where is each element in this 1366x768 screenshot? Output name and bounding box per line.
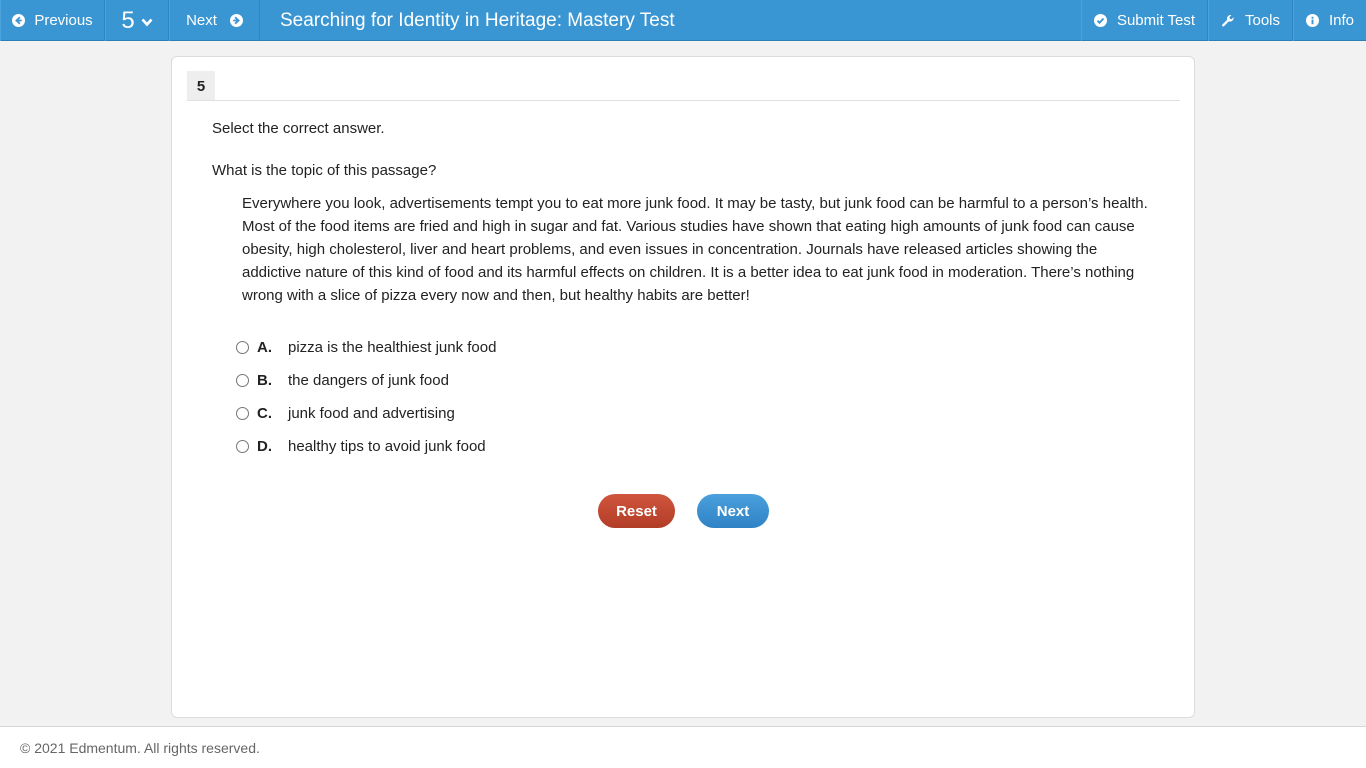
- previous-button[interactable]: [0, 0, 105, 41]
- info-label: Info: [1328, 12, 1355, 29]
- option-text: healthy tips to avoid junk food: [288, 438, 486, 455]
- instruction-text: Select the correct answer.: [212, 120, 385, 137]
- top-toolbar: [0, 0, 1366, 41]
- copyright-text: © 2021 Edmentum. All rights reserved.: [20, 739, 260, 756]
- reading-passage: Everywhere you look, advertisements tempt you to eat more junk food. It may be tasty, but junk food can be harmful to a person’s health. Most of the food items are fried and high in sugar and fat. Various studies have shown that eating high amounts of junk food can cause obesity, high cholesterol, liver and heart problems, and even issues in concentration. Journals have released articles showing the addictive nature of this kind of food and its harmful effects on children. It is a better idea to eat junk food in moderation. There’s nothing wrong with a slice of pizza every now and then, but healthy habits are better!: [242, 195, 1148, 304]
- question-number-tab: 5: [187, 71, 215, 101]
- option-text: the dangers of junk food: [288, 372, 449, 389]
- submit-label: Submit Test: [1116, 12, 1196, 29]
- option-letter: D.: [257, 438, 272, 455]
- option-a[interactable]: [236, 331, 496, 364]
- radio-button[interactable]: [236, 374, 249, 387]
- option-letter: A.: [257, 339, 272, 356]
- option-d[interactable]: [236, 430, 496, 463]
- tools-button[interactable]: [1208, 0, 1293, 41]
- option-b[interactable]: [236, 364, 496, 397]
- previous-label: Previous: [34, 12, 93, 29]
- option-letter: C.: [257, 405, 272, 422]
- reset-button[interactable]: Reset: [598, 494, 675, 528]
- option-text: junk food and advertising: [288, 405, 455, 422]
- question-card: [171, 56, 1195, 718]
- info-button[interactable]: [1293, 0, 1366, 41]
- option-c[interactable]: [236, 397, 496, 430]
- question-number-value: 5: [121, 6, 135, 34]
- radio-button[interactable]: [236, 440, 249, 453]
- radio-button[interactable]: [236, 407, 249, 420]
- next-question-button[interactable]: [169, 0, 260, 41]
- divider: [187, 100, 1180, 101]
- check-circle-icon: [1094, 14, 1107, 27]
- next-button[interactable]: Next: [697, 494, 769, 528]
- tools-label: Tools: [1244, 12, 1281, 29]
- test-title: Searching for Identity in Heritage: Mastery Test: [280, 9, 675, 31]
- question-prompt: What is the topic of this passage?: [212, 162, 437, 179]
- next-label: Next: [186, 12, 217, 29]
- arrow-circle-left-icon: [12, 14, 25, 27]
- chevron-down-icon: [141, 18, 153, 27]
- submit-test-button[interactable]: [1081, 0, 1208, 41]
- info-circle-icon: [1306, 14, 1319, 27]
- option-text: pizza is the healthiest junk food: [288, 339, 497, 356]
- option-letter: B.: [257, 372, 272, 389]
- arrow-circle-right-icon: [230, 14, 243, 27]
- question-number-dropdown[interactable]: [105, 0, 169, 41]
- wrench-icon: [1221, 14, 1235, 28]
- answer-options: [236, 331, 496, 463]
- radio-button[interactable]: [236, 341, 249, 354]
- footer: [0, 726, 1366, 768]
